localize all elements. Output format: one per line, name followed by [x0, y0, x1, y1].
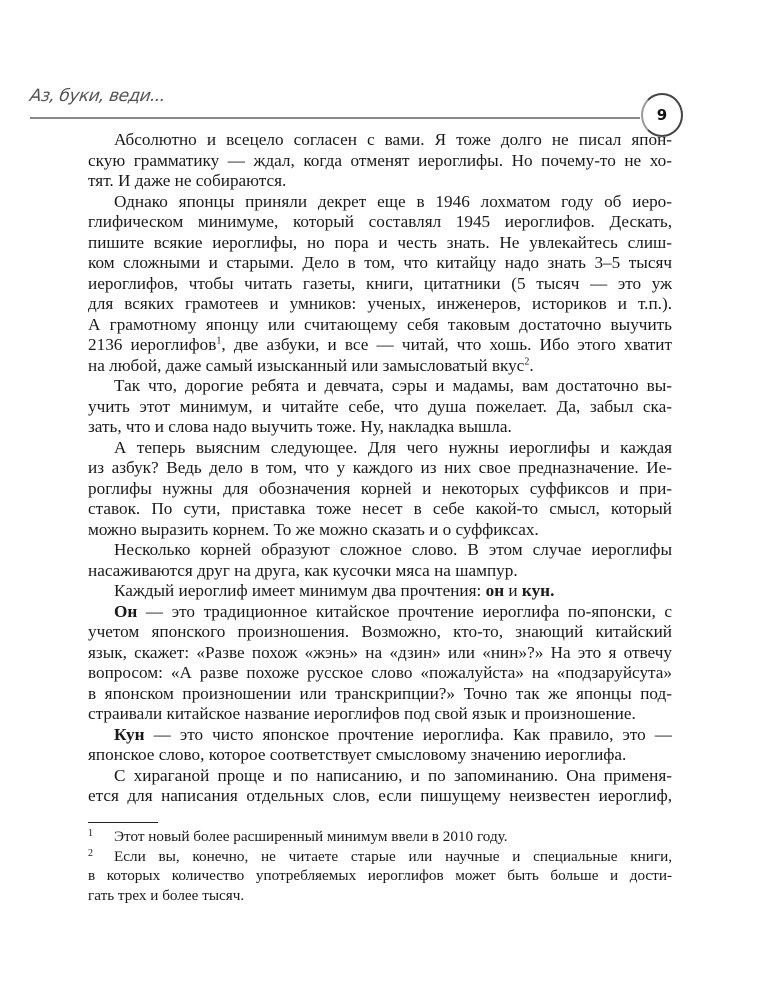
text-segment: глифическом минимуме, который составлял 1945 иероглифов. Дескать, — [88, 212, 672, 231]
bold-term: кун. — [521, 581, 555, 600]
footnote-text: гать трех и более тысяч. — [88, 886, 245, 904]
text-segment: . — [529, 355, 534, 375]
text-segment: С хираганой проще и по написанию, и по запоминанию. Она применя- — [114, 765, 672, 785]
text-segment: язык, скажет: «Разве похож «жэнь» на «дзин» или «нин»?» На это я отвечу — [88, 642, 672, 662]
text-line — [88, 356, 672, 377]
text-segment: Абсолютно и всецело согласен с вами. Я тоже долго не писал япон- — [114, 130, 672, 149]
text-line — [88, 786, 672, 807]
text-segment: иероглифов, чтобы читать газеты, книги, цитатники (5 тысяч — это уж — [88, 273, 672, 293]
body-text — [88, 130, 672, 807]
text-line — [88, 704, 672, 725]
text-segment: Каждый иероглиф имеет минимум два прочтения: — [114, 581, 486, 600]
text-segment: и — [504, 581, 522, 600]
text-segment: для всяких грамотеев и умников: ученых, инженеров, историков и т.п.). — [88, 294, 672, 313]
footnote-text: в которых количество употребляемых иероглифов может быть больше и дости- — [88, 867, 672, 885]
footnote-text: Этот новый более расширенный минимум ввели в 2010 году. — [114, 828, 508, 845]
footnote-line — [88, 886, 672, 906]
bold-term: он — [485, 581, 505, 600]
text-segment: учетом японского произношения. Возможно, кто-то, знающий китайский — [88, 622, 672, 641]
text-line — [88, 438, 672, 459]
text-line — [88, 458, 672, 479]
text-segment: А теперь выясним следующее. Для чего нужны иероглифы и каждая — [114, 437, 672, 457]
footnote-line — [88, 847, 672, 867]
text-segment: на любой, даже самый изысканный или замысловатый вкус — [88, 355, 525, 375]
text-line — [88, 274, 672, 295]
text-segment: ком сложными и старыми. Дело в том, что китайцу надо знать 3–5 тысяч — [88, 253, 672, 272]
text-segment: роглифы нужны для обозначения корней и некоторых суффиксов и при- — [88, 478, 672, 498]
running-title: Аз, буки, веди... — [28, 86, 167, 106]
text-line — [88, 725, 672, 746]
text-segment: можно выразить корнем. То же можно сказать и о суффиксах. — [88, 519, 539, 539]
text-segment: Несколько корней образуют сложное слово. В этом случае иероглифы — [114, 540, 672, 559]
text-segment: насаживаются друг на друга, как кусочки мяса на шампур. — [88, 560, 518, 580]
text-segment: ставок. По сути, приставка тоже несет в себе какой-то смысл, который — [88, 499, 672, 518]
text-line — [88, 151, 672, 172]
text-segment: из азбук? Ведь дело в том, что у каждого из них свое предназначение. Ие- — [88, 458, 672, 477]
text-segment: Однако японцы приняли декрет еще в 1946 лохматом году об иеро- — [114, 191, 672, 211]
text-line — [88, 684, 672, 705]
text-segment: вопросом: «А разве похоже русское слово «пожалуйста» на «подзаруйсута» — [88, 663, 672, 682]
header-rule — [30, 117, 640, 119]
text-line — [88, 397, 672, 418]
text-line — [88, 499, 672, 520]
text-line — [88, 540, 672, 561]
text-segment: пишите всякие иероглифы, но пора и честь знать. Не увлекайтесь слиш- — [88, 232, 672, 252]
text-line — [88, 171, 672, 192]
text-line — [88, 417, 672, 438]
text-line — [88, 745, 672, 766]
text-segment: ется для написания отдельных слов, если пишущему неизвестен иероглиф, — [88, 786, 672, 805]
text-segment: страивали китайское название иероглифов под свой язык и произношение. — [88, 704, 636, 723]
text-line — [88, 233, 672, 254]
text-line — [88, 520, 672, 541]
bold-term: Он — [114, 601, 138, 621]
text-segment: 2136 иероглифов — [88, 335, 217, 354]
text-line — [88, 253, 672, 274]
text-segment: зать, что и слова надо выучить тоже. Ну, накладка вышла. — [88, 417, 512, 436]
text-line — [88, 622, 672, 643]
footnote-rule — [88, 822, 158, 823]
text-segment: учить этот минимум, и читайте себе, что душа пожелает. Да, забыл ска- — [88, 396, 672, 416]
text-line — [88, 643, 672, 664]
footnotes — [88, 827, 672, 905]
text-line — [88, 602, 672, 623]
text-segment: скую грамматику — ждал, когда отменят иероглифы. Но почему-то не хо- — [88, 150, 672, 170]
text-segment: Так что, дорогие ребята и девчата, сэры и мадамы, вам достаточно вы- — [114, 376, 672, 395]
footnote-number: 1 — [88, 828, 93, 839]
text-line — [88, 315, 672, 336]
text-segment: в японском произношении или транскрипции?» Точно так же японцы под- — [88, 683, 672, 703]
footnote-text: Если вы, конечно, не читаете старые или научные и специальные книги, — [114, 847, 672, 865]
text-line — [88, 335, 672, 356]
footnote-ref: 2 — [524, 355, 530, 367]
text-segment: — это чисто японское прочтение иероглифа. Как правило, это — — [144, 724, 672, 744]
text-line — [88, 766, 672, 787]
footnote-number: 2 — [88, 847, 93, 859]
text-segment: А грамотному японцу или считающему себя таковым достаточно выучить — [88, 314, 672, 334]
text-line — [88, 294, 672, 315]
text-line — [88, 192, 672, 213]
text-segment: японское слово, которое соответствует смысловому значению иероглифа. — [88, 745, 627, 764]
text-line — [88, 663, 672, 684]
text-line — [88, 130, 672, 151]
text-line — [88, 479, 672, 500]
text-line — [88, 212, 672, 233]
footnote-ref: 1 — [216, 335, 222, 347]
text-line — [88, 376, 672, 397]
footnote-line — [88, 866, 672, 886]
text-segment: , две азбуки, и все — читай, что хошь. Ибо этого хватит — [221, 335, 673, 354]
page-number: 9 — [641, 93, 683, 137]
text-line — [88, 581, 672, 602]
footnote-line — [88, 827, 672, 847]
text-segment: тят. И даже не собираются. — [88, 171, 287, 190]
text-segment: — это традиционное китайское прочтение иероглифа по-японски, с — [137, 601, 672, 621]
text-line — [88, 561, 672, 582]
bold-term: Кун — [114, 724, 145, 744]
